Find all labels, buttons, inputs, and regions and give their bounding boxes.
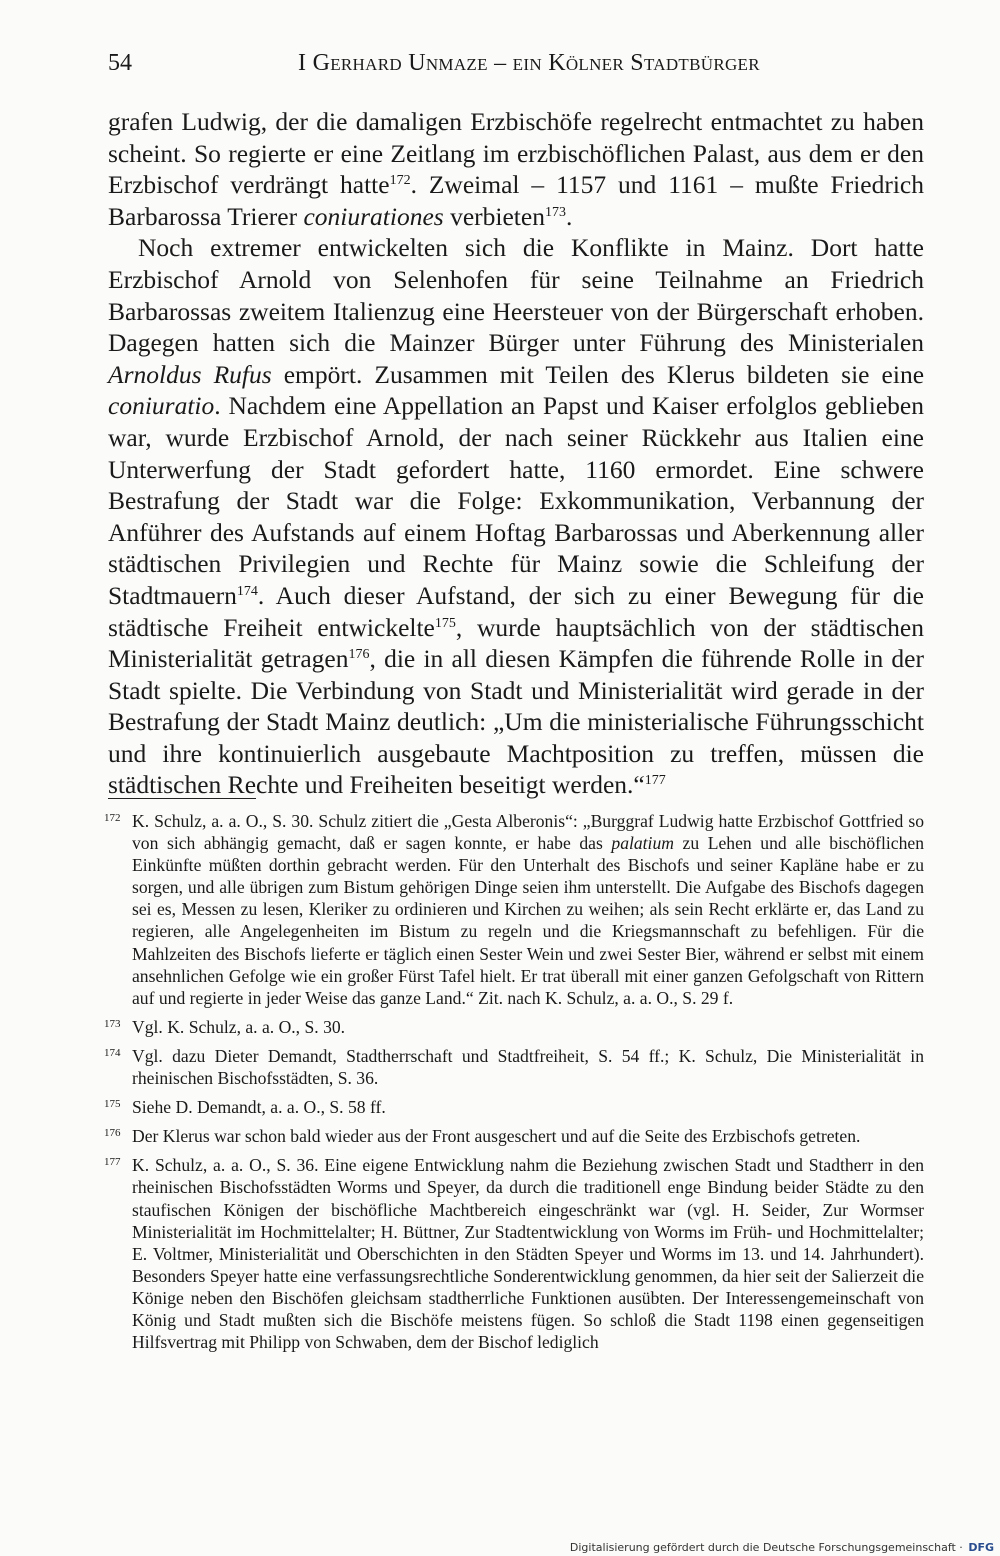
footnote-number: 174	[104, 1046, 121, 1059]
text-span: verbieten	[443, 201, 545, 231]
footnote-174	[104, 1045, 924, 1089]
running-head: I Gerhard Unmaze – ein Kölner Stadtbürger	[298, 50, 760, 76]
page-header	[108, 50, 924, 84]
footnote-text: Der Klerus war schon bald wieder aus der Front ausgeschert und auf die Seite des Erzbischofs getreten.	[132, 1126, 861, 1147]
footnote-number: 175	[104, 1098, 121, 1111]
paragraph-1	[108, 106, 924, 232]
dfg-logo: DFG	[968, 1541, 994, 1554]
footnote-ref: 175	[434, 615, 456, 631]
text-span: , wurde hauptsächlich von der städtischen Ministerialität getragen	[108, 612, 924, 674]
footnote-177	[104, 1154, 924, 1353]
italic-term: Arnoldus Rufus	[108, 359, 272, 389]
footnote-text: K. Schulz, a. a. O., S. 30. Schulz zitiert die „Gesta Alberonis“: „Burggraf Ludwig hatte Erzbischof Gottfried so von sich abhängig gemacht, daß er sagen konnte, er habe das	[132, 811, 924, 854]
text-span: grafen Ludwig, der die damaligen Erzbischöfe regelrecht entmachtet zu haben scheint. So regierte er eine Zeitlang im erzbischöflichen Palast, aus dem er den Erzbischof verdrängt hatte	[108, 107, 924, 200]
text-span: . Zweimal – 1157 und 1161 – mußte Friedrich Barbarossa Trierer	[108, 170, 924, 231]
footnote-number: 173	[104, 1017, 121, 1030]
footnote-text: K. Schulz, a. a. O., S. 36. Eine eigene Entwicklung nahm die Beziehung zwischen Stadt und Stadtherr in den rheinischen Bischofsstädten Worms und Speyer, da durch die traditionell enge Bindung beider Städte zu den staufischen Königen der bischöfliche Machtbereich eingeschränkt war (vgl. H. Seider, Zur Wormser Ministerialität im Hochmittelalter; H. Büttner, Zur Stadtentwicklung von Worms im Früh- und Hochmittelalter; E. Voltmer, Ministerialität und Oberschichten in den Städten Speyer und Worms im 13. und 14. Jahrhundert). Besonders Speyer hatte eine verfassungsrechtliche Sonderentwicklung genommen, da hier seit der Salierzeit die Könige neben den Bischöfen gleichsam stadtherrliche Funktionen ausübten. Der Interessengemeinschaft von König und Stadt mußten sich die Bischöfe meistens fügen. So schloß die Stadt 1198 einen gegenseitigen Hilfsvertrag mit Philipp von Schwaben, dem der Bischof lediglich	[132, 1155, 924, 1353]
footnote-ref: 176	[348, 647, 370, 663]
footnote-text: Vgl. K. Schulz, a. a. O., S. 30.	[132, 1016, 346, 1037]
text-span: .	[565, 201, 573, 231]
footnote-ref: 177	[644, 773, 666, 789]
text-span: empört. Zusammen mit Teilen des Klerus bildeten sie eine	[271, 359, 925, 389]
footnote-173	[104, 1016, 924, 1038]
italic-term: coniurationes	[303, 201, 444, 231]
footnote-separator	[108, 798, 256, 799]
text-span: Noch extremer entwickelten sich die Konflikte in Mainz. Dort hatte Erzbischof Arnold von Selenhofen für seine Teilnahme an Friedrich Barbarossas zweitem Italienzug eine Heersteuer von der Bürgerschaft erhoben. Dagegen hatten sich die Mainzer Bürger unter Führung des Ministerialen	[108, 233, 924, 358]
footnote-text: zu Lehen und alle bischöflichen Einkünfte müßten dorthin gebracht werden. Für den Unterhalt des Bischofs und seiner Kapläne habe er zu sorgen, und alle übrigen zum Bistum gehörigen Dinge seien ihm unterstellt. Die Aufgabe des Bischofs dagegen sei es, Messen zu lesen, Kleriker zu ordinieren und Kirchen zu weihen; als sein Recht erklärte er, das Land zu regieren, alle Angelegenheiten im Bistum zu regeln und die Kriegsmannschaft zu befehligen. Für die Mahlzeiten des Bischofs lieferte er täglich einen Sester Wein und zwei Sester Bier, während er selbst mit einem ansehnlichen Gefolge wie ein großer Fürst Tafel hielt. Er trat überall mit einer ganzen Gefolgschaft von Rittern auf und regierte in jeder Weise das ganze Land.“ Zit. nach K. Schulz, a. a. O., S. 29 f.	[132, 833, 925, 1008]
footnote-ref: 173	[544, 204, 566, 220]
footnote-ref: 174	[236, 583, 258, 599]
footnote-172	[104, 810, 925, 1009]
footnote-176	[104, 1125, 924, 1147]
italic-term: coniuratio	[108, 391, 215, 421]
footnote-text: Siehe D. Demandt, a. a. O., S. 58 ff.	[132, 1097, 386, 1118]
italic-term: palatium	[611, 833, 674, 854]
footnote-number: 172	[104, 812, 121, 824]
footnote-175	[104, 1096, 924, 1118]
text-span: . Nachdem eine Appellation an Papst und Kaiser erfolglos geblieben war, wurde Erzbischof Arnold, der nach seiner Rückkehr aus Italien eine Unterwerfung der Stadt gefordert hatte, 1160 ermordet. Eine schwere Bestrafung der Stadt war die Folge: Exkommunikation, Verbannung der Anführer des Aufstands auf einem Hoftag Barbarossas und Aberkennung aller städtischen Privilegien und Rechte für Mainz sowie die Schleifung der Stadtmauern	[108, 391, 924, 610]
digitization-footer	[570, 1541, 994, 1554]
page-number: 54	[108, 50, 132, 76]
footnote-ref: 172	[389, 173, 411, 189]
paragraph-2	[108, 232, 924, 801]
text-span: . Auch dieser Aufstand, der sich zu einer Bewegung für die städtische Freiheit entwickelte	[108, 580, 924, 642]
text-span: , die in all diesen Kämpfen die führende Rolle in der Stadt spielte. Die Verbindung von Stadt und Ministerialität wird gerade in der Bestrafung der Stadt Mainz deutlich: „Um die ministerialische Führungsschicht und ihre kontinuierlich ausgebaute Machtposition zu treffen, müssen die städtischen Rechte und Freiheiten beseitigt werden.“	[108, 644, 924, 800]
footnote-number: 177	[104, 1156, 121, 1169]
main-text	[108, 106, 924, 801]
footnote-text: Vgl. dazu Dieter Demandt, Stadtherrschaft und Stadtfreiheit, S. 54 ff.; K. Schulz, Die Ministerialität in rheinischen Bischofsstädten, S. 36.	[132, 1045, 924, 1089]
footnote-number: 176	[104, 1127, 121, 1140]
footnotes	[104, 810, 925, 1360]
funding-note: Digitalisierung gefördert durch die Deutsche Forschungsgemeinschaft ·	[569, 1541, 963, 1554]
